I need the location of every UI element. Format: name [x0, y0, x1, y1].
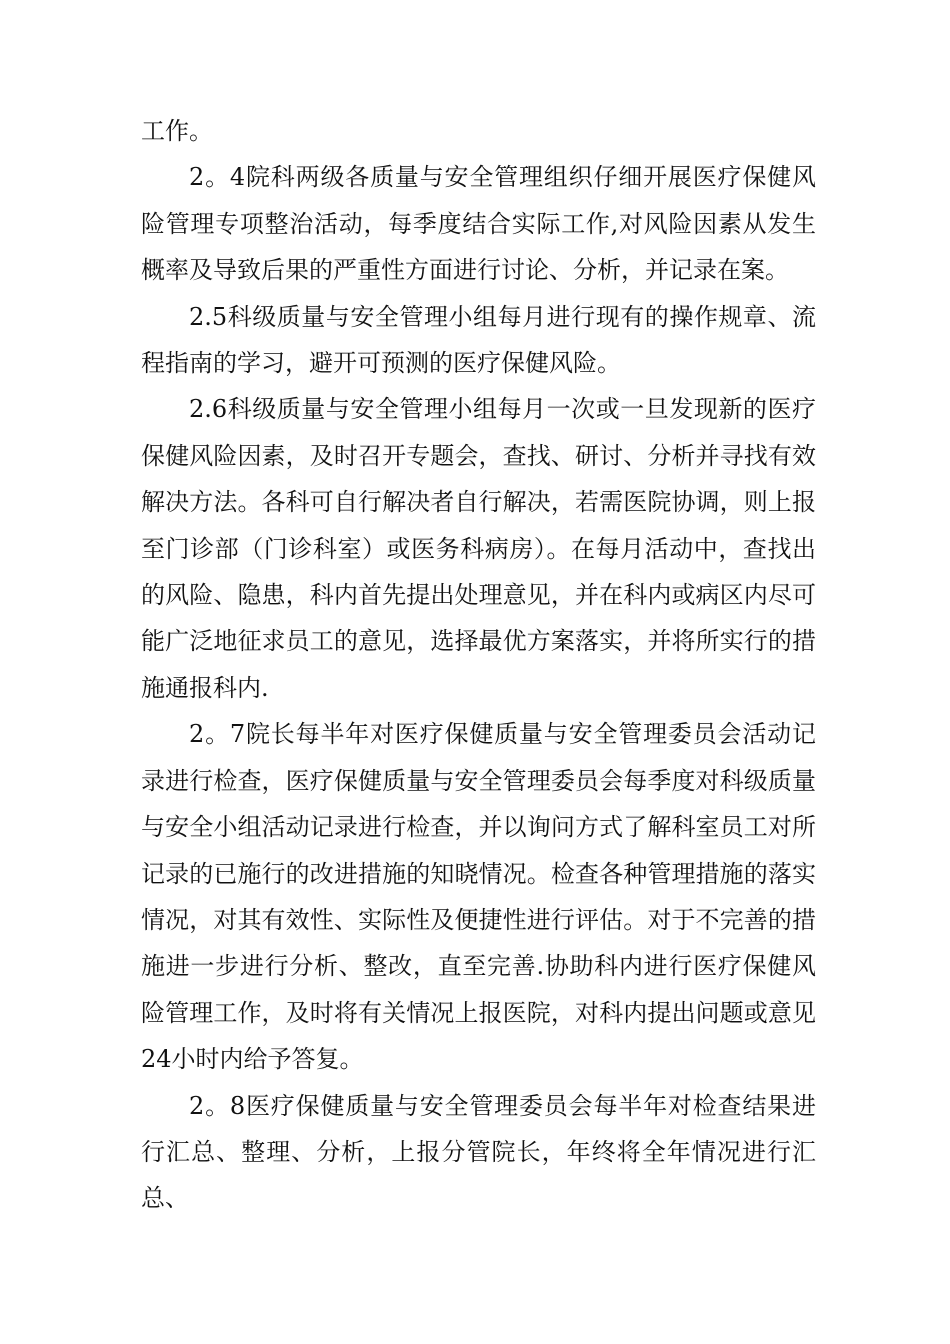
- paragraph-2-6: 2.6科级质量与安全管理小组每月一次或一旦发现新的医疗保健风险因素，及时召开专题会，查找、研讨、分析并寻找有效解决方法。各科可自行解决者自行解决，若需医院协调，则上报至门诊部（门诊科室）或医务科病房）。在每月活动中，查找出的风险、隐患，科内首先提出处理意见，并在科内或病区内尽可能广泛地征求员工的意见，选择最优方案落实，并将所实行的措施通报科内.: [141, 395, 816, 702]
- document-body: [141, 108, 816, 1222]
- paragraph-2-5: 2.5科级质量与安全管理小组每月进行现有的操作规章、流程指南的学习，避开可预测的医疗保健风险。: [141, 302, 816, 378]
- paragraph-continuation: 工作。: [141, 117, 213, 145]
- paragraph-2-4: 2。4院科两级各质量与安全管理组织仔细开展医疗保健风险管理专项整治活动，每季度结合实际工作,对风险因素从发生概率及导致后果的严重性方面进行讨论、分析，并记录在案。: [141, 163, 816, 285]
- paragraph-2-8: 2。8医疗保健质量与安全管理委员会每半年对检查结果进行汇总、整理、分析，上报分管院长，年终将全年情况进行汇总、: [141, 1091, 816, 1213]
- paragraph-2-7: 2。7院长每半年对医疗保健质量与安全管理委员会活动记录进行检查，医疗保健质量与安全管理委员会每季度对科级质量与安全小组活动记录进行检查，并以询问方式了解科室员工对所记录的已施行的改进措施的知晓情况。检查各种管理措施的落实情况，对其有效性、实际性及便捷性进行评估。对于不完善的措施进一步进行分析、整改，直至完善.协助科内进行医疗保健风险管理工作，及时将有关情况上报医院，对科内提出问题或意见24小时内给予答复。: [141, 720, 816, 1074]
